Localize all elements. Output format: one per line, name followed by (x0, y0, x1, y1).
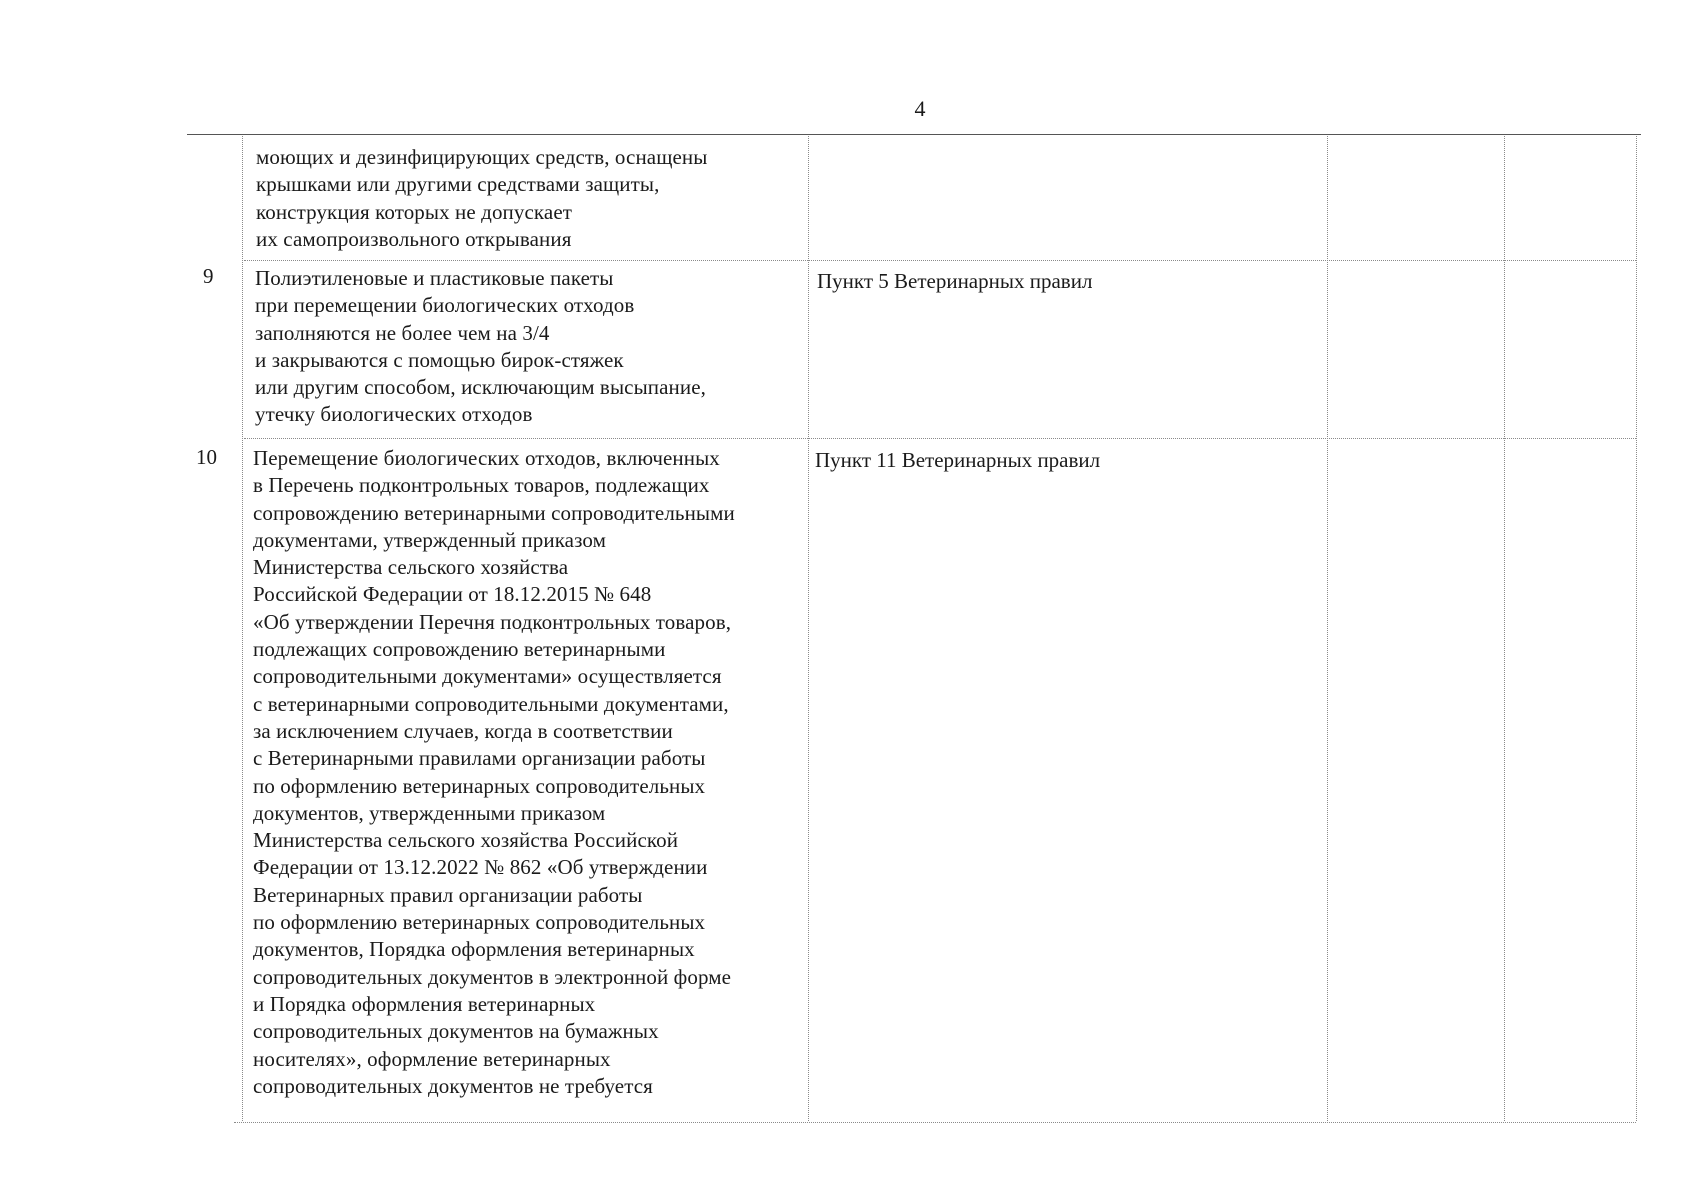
row-separator (244, 260, 1636, 261)
requirement-text-line: документами, утвержденный приказом (253, 527, 606, 552)
requirement-text-line: конструкция которых не допускает (256, 199, 573, 224)
requirement-text-line: за исключением случаев, когда в соответствии (253, 718, 673, 743)
requirement-text-line: носителях», оформление ветеринарных (253, 1046, 611, 1071)
requirement-text-line: с Ветеринарными правилами организации работы (253, 746, 706, 771)
requirement-text-line: Министерства сельского хозяйства (253, 555, 569, 580)
table-row (256, 144, 707, 253)
table-right-border (1636, 136, 1637, 1121)
requirement-text-line: Министерства сельского хозяйства Российской (253, 828, 679, 853)
requirement-text-line: или другим способом, исключающим высыпание, (255, 375, 706, 400)
requirement-text-line: сопроводительными документами» осуществляется (253, 664, 722, 689)
requirement-text-line: Перемещение биологических отходов, включенных (253, 446, 720, 470)
table-row (255, 265, 706, 429)
requirement-text-line: и закрываются с помощью бирок-стяжек (255, 347, 624, 372)
row-separator (244, 438, 1636, 439)
requirement-text-line: сопроводительных документов не требуется (253, 1073, 653, 1098)
requirement-text-line: по оформлению ветеринарных сопроводительных (253, 773, 706, 798)
requirement-text-line: сопровождению ветеринарными сопроводительными (253, 500, 735, 525)
requirement-text-line: моющих и дезинфицирующих средств, оснащены (256, 145, 708, 169)
column-divider-requirement (808, 136, 809, 1121)
row-number: 9 (203, 264, 214, 288)
column-divider-number (242, 136, 243, 1121)
requirement-text-line: и Порядка оформления ветеринарных (253, 991, 596, 1016)
requirement-text-line: при перемещении биологических отходов (255, 293, 635, 318)
requirement-text-line: утечку биологических отходов (255, 402, 533, 427)
requirement-text-line: сопроводительных документов в электронной форме (253, 964, 732, 989)
table-row (253, 445, 735, 1100)
requirement-text-line: Полиэтиленовые и пластиковые пакеты (255, 266, 614, 290)
reference-text: Пункт 11 Ветеринарных правил (815, 448, 1101, 472)
requirement-text-line: их самопроизвольного открывания (256, 226, 572, 251)
requirement-text-line: с ветеринарными сопроводительными документами, (253, 691, 729, 716)
requirement-text-line: сопроводительных документов на бумажных (253, 1019, 659, 1044)
table-bottom-border (234, 1122, 1636, 1123)
reference-text: Пункт 5 Ветеринарных правил (817, 269, 1093, 293)
requirement-text-line: в Перечень подконтрольных товаров, подлежащих (253, 473, 710, 498)
requirement-text-line: Ветеринарных правил организации работы (253, 882, 643, 907)
requirement-text-line: Федерации от 13.12.2022 № 862 «Об утверждении (253, 855, 708, 880)
requirement-text-line: подлежащих сопровождению ветеринарными (253, 637, 666, 662)
column-divider-reference (1327, 136, 1328, 1121)
requirement-text-line: Российской Федерации от 18.12.2015 № 648 (253, 582, 652, 607)
requirement-text-line: документов, Порядка оформления ветеринарных (253, 937, 695, 962)
requirement-text-line: крышками или другими средствами защиты, (256, 172, 660, 197)
table-top-border (187, 134, 1641, 135)
requirement-text-line: документов, утвержденными приказом (253, 800, 606, 825)
column-divider-extra (1504, 136, 1505, 1121)
requirement-text-line: «Об утверждении Перечня подконтрольных товаров, (253, 609, 732, 634)
requirement-text-line: заполняются не более чем на 3/4 (255, 320, 550, 345)
row-number: 10 (196, 445, 217, 469)
page-number: 4 (914, 96, 926, 121)
requirement-text-line: по оформлению ветеринарных сопроводительных (253, 910, 706, 935)
